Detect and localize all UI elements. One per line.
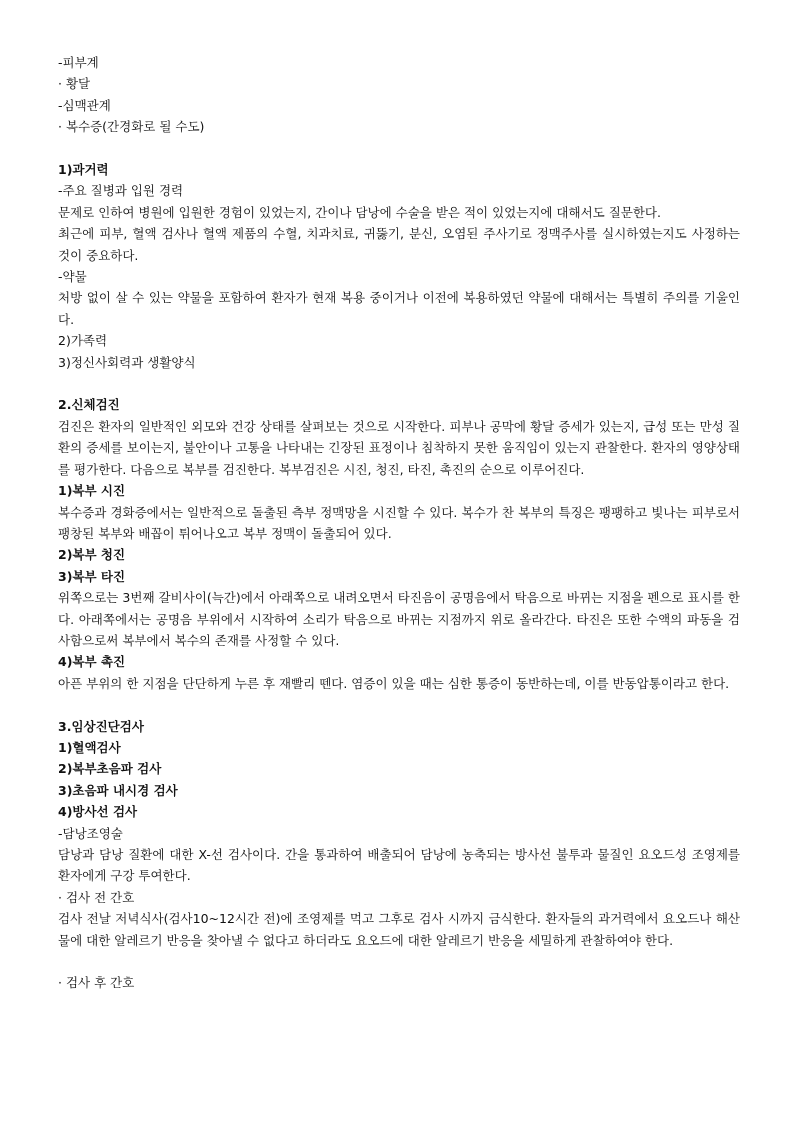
subheading-radiology: 4)방사선 검사	[58, 804, 138, 820]
paragraph: 검진은 환자의 일반적인 외모와 건강 상태를 살펴보는 것으로 시작한다. 피부나 공막에 황달 증세가 있는지, 급성 또는 만성 질환의 증세를 보이는지, 불안이나 고통을 나타내는 긴장된 표정이나 침착하지 못한 움직임이 있는지 관찰한다. 환자의 영양상태를 평가한다. 다음으로 복부를 검진한다. 복부검진은 시진, 청진, 타진, 촉진의 순으로 이루어진다.	[58, 418, 740, 477]
spacer	[58, 138, 740, 159]
subheading-psychosocial: 3)정신사회력과 생활양식	[58, 354, 196, 370]
subheading-medication: -약물	[58, 269, 87, 285]
subheading-auscultation: 2)복부 청진	[58, 547, 126, 563]
spacer	[58, 373, 740, 394]
subheading-cholecystography: -담낭조영술	[58, 825, 123, 841]
paragraph: 담낭과 담낭 질환에 대한 X-선 검사이다. 간을 통과하여 배출되어 담낭에 농축되는 방사선 불투과 물질인 요오드성 조영제를 환자에게 구강 투여한다.	[58, 846, 740, 884]
document-page	[58, 52, 740, 994]
spacer	[58, 694, 740, 715]
subheading-endoscopic-ultrasound: 3)초음파 내시경 검사	[58, 782, 178, 798]
subheading-family-history: 2)가족력	[58, 333, 108, 349]
subheading-ultrasound: 2)복부초음파 검사	[58, 761, 162, 777]
paragraph: 최근에 피부, 혈액 검사나 혈액 제품의 수혈, 치과치료, 귀뚫기, 분신, 오염된 주사기로 정맥주사를 실시하였는지도 사정하는 것이 중요하다.	[58, 226, 740, 263]
subheading-palpation: 4)복부 촉진	[58, 654, 126, 670]
section-heading-diagnostic: 3.임상진단검사	[58, 718, 144, 734]
section-heading-past-history: 1)과거력	[58, 162, 109, 178]
subheading-pre-care: · 검사 전 간호	[58, 889, 135, 905]
text-line: · 복수증(간경화로 될 수도)	[58, 119, 205, 135]
paragraph: 처방 없이 살 수 있는 약물을 포함하여 환자가 현재 복용 중이거나 이전에 복용하였던 약물에 대해서는 특별히 주의를 기울인다.	[58, 290, 740, 327]
spacer	[58, 951, 740, 972]
text-line: -피부계	[58, 55, 99, 70]
paragraph: 문제로 인하여 병원에 입원한 경험이 있었는지, 간이나 담낭에 수술을 받은 적이 있었는지에 대해서도 질문한다.	[58, 204, 661, 220]
paragraph: 복수증과 경화증에서는 일반적으로 돌출된 측부 정맥망을 시진할 수 있다. 복수가 찬 복부의 특징은 팽팽하고 빛나는 피부로서 팽창된 복부와 배꼽이 튀어나오고 복부 정맥이 돌출되어 있다.	[58, 504, 740, 541]
subheading-blood-test: 1)혈액검사	[58, 739, 121, 755]
subheading-inspection: 1)복부 시진	[58, 483, 126, 499]
paragraph: 검사 전날 저녁식사(검사10~12시간 전)에 조영제를 먹고 그후로 검사 시까지 금식한다. 환자들의 과거력에서 요오드나 해산물에 대한 알레르기 반응을 찾아낼 수 없다고 하더라도 요오드에 대한 알레르기 반응을 세밀하게 관찰하여야 한다.	[58, 911, 740, 948]
paragraph: 위쪽으로는 3번째 갈비사이(늑간)에서 아래쪽으로 내려오면서 타진음이 공명음에서 탁음으로 바뀌는 지점을 펜으로 표시를 한다. 아래쪽에서는 공명음 부위에서 시작하여 소리가 탁음으로 바뀌는 지점까지 위로 올라간다. 타진은 또한 수액의 파동을 검사함으로써 복부에서 복수의 존재를 사정할 수 있다.	[58, 590, 740, 648]
subheading-post-care: · 검사 후 간호	[58, 975, 135, 991]
paragraph: 아픈 부위의 한 지점을 단단하게 누른 후 재빨리 뗀다. 염증이 있을 때는 심한 통증이 동반하는데, 이를 반동압통이라고 한다.	[58, 675, 730, 691]
subheading-major-illness: -주요 질병과 입원 경력	[58, 183, 184, 199]
text-line: -심맥관계	[58, 97, 111, 113]
section-heading-physical-exam: 2.신체검진	[58, 397, 120, 413]
text-line: · 황달	[58, 76, 91, 92]
subheading-percussion: 3)복부 타진	[58, 568, 126, 584]
